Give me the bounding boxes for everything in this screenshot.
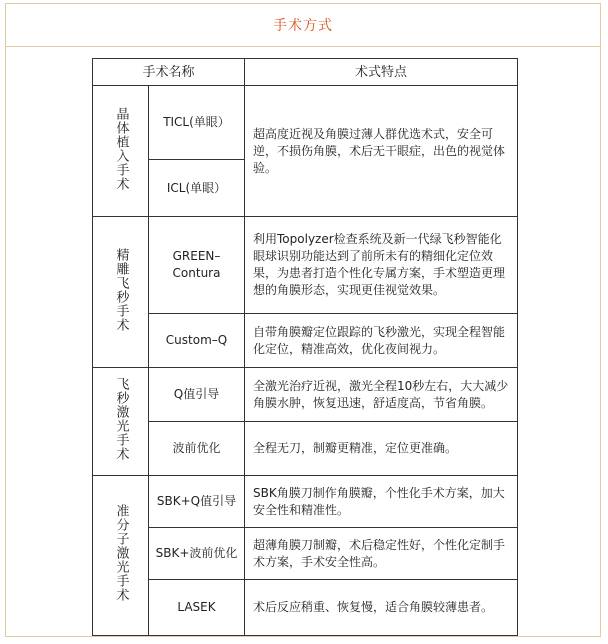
section-title: 手术方式 [273,18,333,34]
feature-cell: 自带角膜瓣定位跟踪的飞秒激光，实现全程智能化定位，精准高效，优化夜间视力。 [245,314,518,368]
col-header-name: 手术名称 [93,59,245,86]
content-frame [5,3,601,637]
table-row [93,217,518,314]
feature-cell: 超高度近视及角膜过薄人群优选术式，安全可逆，不损伤角膜，术后无干眼症，出色的视觉体验。 [245,86,518,217]
surgery-name-cell: SBK+波前优化 [149,528,245,580]
surgery-table [92,58,518,636]
surgery-name-cell: TICL(单眼） [149,86,245,160]
table-row [93,476,518,528]
table-row [93,368,518,422]
feature-cell: 全激光治疗近视，激光全程10秒左右，大大减少角膜水肿，恢复迅速，舒适度高，节省角膜。 [245,368,518,422]
surgery-name-cell: ICL(单眼） [149,160,245,217]
category-label: 精雕飞秒手术 [113,247,129,332]
feature-cell: 术后反应稍重、恢复慢，适合角膜较薄患者。 [245,580,518,636]
table-row [93,528,518,580]
surgery-name-cell: 波前优化 [149,422,245,476]
category-label: 准分子激光手术 [113,504,129,602]
category-label: 晶体植入手术 [113,106,129,191]
col-header-features: 术式特点 [245,59,518,86]
surgery-name-cell: Q值引导 [149,368,245,422]
surgery-name-cell: SBK+Q值引导 [149,476,245,528]
category-label: 飞秒激光手术 [113,377,129,461]
category-cell [93,368,149,476]
feature-cell: SBK角膜刀制作角膜瓣，个性化手术方案，加大安全性和精准性。 [245,476,518,528]
table-row [93,422,518,476]
feature-cell: 超薄角膜刀制瓣，术后稳定性好，个性化定制手术方案，手术安全性高。 [245,528,518,580]
feature-cell: 利用Topolyzer检查系统及新一代绿飞秒智能化眼球识别功能达到了前所未有的精细化定位效果，为患者打造个性化专属方案，手术塑造更理想的角膜形态，实现更佳视觉效果。 [245,217,518,314]
table-row [93,314,518,368]
category-cell [93,217,149,368]
feature-cell: 全程无刀，制瓣更精准，定位更准确。 [245,422,518,476]
table-row [93,86,518,160]
surgery-name-cell: Custom–Q [149,314,245,368]
section-header [6,4,600,47]
category-cell [93,476,149,636]
surgery-name-cell: LASEK [149,580,245,636]
category-cell [93,86,149,217]
surgery-name-cell: GREEN–Contura [149,217,245,314]
table-row [93,580,518,636]
table-header-row [93,59,518,86]
